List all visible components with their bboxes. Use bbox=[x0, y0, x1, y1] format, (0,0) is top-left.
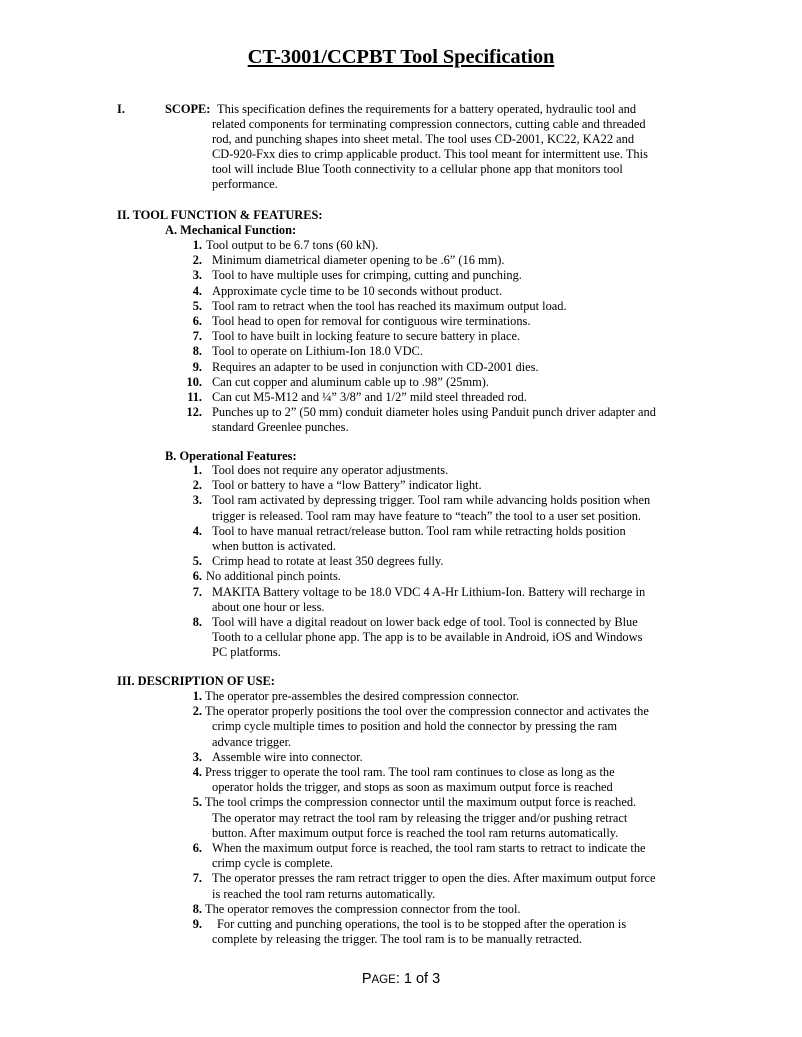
list-item-number: 7. bbox=[192, 329, 202, 344]
section-3-heading: III. DESCRIPTION OF USE: bbox=[117, 674, 275, 688]
subsection-b-heading: B. Operational Features: bbox=[165, 449, 297, 463]
list-item-number: 9. bbox=[192, 917, 202, 931]
list-item-number: 6. bbox=[192, 841, 202, 855]
list-item-number: 11. bbox=[187, 390, 202, 404]
list-item-number: 3. bbox=[192, 749, 202, 764]
list-item-text: Tool ram activated by depressing trigger. Tool ram while advancing holds position when bbox=[212, 493, 651, 508]
list-item-number: 4. bbox=[192, 523, 202, 538]
scope-line: rod, and punching shapes into sheet metal. The tool uses CD-2001, KC22, KA22 and bbox=[212, 132, 635, 146]
list-item-number: 4. bbox=[192, 283, 202, 298]
list-item-number: 8. bbox=[192, 901, 202, 916]
list-item-text: The operator removes the compression connector from the tool. bbox=[205, 901, 521, 916]
section-2-heading: II. TOOL FUNCTION & FEATURES: bbox=[117, 208, 323, 222]
page-number: : 1 of 3 bbox=[395, 971, 441, 987]
list-item-number: 6. bbox=[192, 314, 202, 328]
page-title: CT-3001/CCPBT Tool Specification bbox=[247, 46, 555, 68]
list-item-text: MAKITA Battery voltage to be 18.0 VDC 4 A-Hr Lithium-Ion. Battery will recharge in bbox=[212, 584, 646, 599]
list-item-text: Approximate cycle time to be 10 seconds without product. bbox=[212, 283, 503, 298]
list-item-text: The operator presses the ram retract trigger to open the dies. After maximum output force bbox=[212, 871, 656, 886]
list-item-number: 7. bbox=[192, 584, 202, 599]
subsection-a-heading: A. Mechanical Function: bbox=[165, 223, 297, 237]
list-item-text: Tool does not require any operator adjustments. bbox=[212, 463, 449, 477]
section-1-number: I. bbox=[117, 102, 125, 116]
list-item-number: 3. bbox=[192, 493, 202, 508]
list-item-text: complete by releasing the trigger. The tool ram is to be manually retracted. bbox=[212, 932, 582, 947]
list-item-text: The tool crimps the compression connector until the maximum output force is reached. bbox=[205, 795, 637, 810]
list-item-text: Punches up to 2” (50 mm) conduit diameter holes using Panduit punch driver adapter and bbox=[212, 405, 656, 420]
scope-line: tool will include Blue Tooth connectivity to a cellular phone app that monitors tool bbox=[212, 162, 623, 176]
list-item-number: 8. bbox=[192, 615, 202, 629]
list-item-text: crimp cycle is complete. bbox=[212, 856, 334, 871]
list-item-number: 7. bbox=[192, 871, 202, 886]
list-item-text: Tool ram to retract when the tool has reached its maximum output load. bbox=[212, 298, 567, 313]
list-item-number: 2. bbox=[192, 704, 202, 719]
list-item-text: The operator pre-assembles the desired compression connector. bbox=[205, 689, 520, 703]
scope-line: performance. bbox=[212, 177, 278, 191]
list-item-text: Tool or battery to have a “low Battery” indicator light. bbox=[212, 478, 482, 493]
list-item-text: standard Greenlee punches. bbox=[212, 420, 349, 435]
list-item-text: crimp cycle multiple times to position and hold the connector by pressing the ram bbox=[212, 719, 618, 734]
scope-line: CD-920-Fxx dies to crimp applicable product. This tool meant for intermittent use. This bbox=[212, 147, 648, 161]
list-item-text: When the maximum output force is reached, the tool ram starts to retract to indicate the bbox=[212, 841, 646, 855]
scope-label: SCOPE: bbox=[165, 102, 211, 116]
page-label-cap: P bbox=[361, 971, 372, 987]
list-item-text: when button is activated. bbox=[212, 538, 336, 553]
list-item-text: No additional pinch points. bbox=[206, 569, 341, 584]
list-item-text: Crimp head to rotate at least 350 degrees fully. bbox=[212, 554, 444, 569]
list-item-text: advance trigger. bbox=[212, 734, 292, 749]
list-item-text: For cutting and punching operations, the tool is to be stopped after the operation is bbox=[217, 917, 627, 931]
list-item-text: operator holds the trigger, and stops as soon as maximum output force is reached bbox=[212, 780, 613, 795]
list-item-text: Tool output to be 6.7 tons (60 kN). bbox=[206, 238, 379, 252]
list-item-text: Assemble wire into connector. bbox=[212, 749, 363, 764]
list-item-number: 3. bbox=[192, 268, 202, 283]
list-item-number: 1. bbox=[192, 463, 202, 477]
list-item-number: 5. bbox=[192, 795, 202, 810]
list-item-number: 1. bbox=[192, 238, 202, 252]
list-item-number: 8. bbox=[192, 344, 202, 359]
list-item-number: 1. bbox=[192, 689, 202, 703]
list-item-number: 4. bbox=[192, 765, 202, 779]
list-item-text: Press trigger to operate the tool ram. The tool ram continues to close as long as the bbox=[205, 765, 615, 779]
list-item-text: Can cut copper and aluminum cable up to .98” (25mm). bbox=[212, 374, 489, 389]
list-item-text: Tool will have a digital readout on lower back edge of tool. Tool is connected by Blue bbox=[212, 615, 638, 629]
list-item-text: Tool to have multiple uses for crimping, cutting and punching. bbox=[212, 268, 522, 283]
page-label-rest: AGE bbox=[371, 974, 396, 986]
list-item-number: 10. bbox=[186, 374, 202, 389]
scope-line: related components for terminating compression connectors, cutting cable and threaded bbox=[212, 117, 646, 131]
list-item-text: Tool to operate on Lithium-Ion 18.0 VDC. bbox=[212, 344, 423, 359]
list-item-text: Tool to have manual retract/release button. Tool ram while retracting holds position bbox=[212, 523, 626, 538]
list-item-text: trigger is released. Tool ram may have feature to “teach” the tool to a user set position. bbox=[212, 508, 641, 523]
list-item-text: Tool to have built in locking feature to secure battery in place. bbox=[212, 329, 521, 344]
list-item-text: Tool head to open for removal for contiguous wire terminations. bbox=[212, 314, 531, 328]
list-item-text: PC platforms. bbox=[212, 645, 281, 660]
list-item-text: Can cut M5-M12 and ¼” 3/8” and 1/2” mild steel threaded rod. bbox=[212, 390, 527, 404]
list-item-number: 2. bbox=[192, 253, 202, 268]
list-item-text: The operator may retract the tool ram by releasing the trigger and/or pushing retract bbox=[212, 810, 628, 825]
list-item-text: Requires an adapter to be used in conjunction with CD-2001 dies. bbox=[212, 359, 539, 374]
list-item-number: 9. bbox=[192, 359, 202, 374]
list-item-text: is reached the tool ram returns automatically. bbox=[212, 886, 436, 901]
list-item-text: button. After maximum output force is reached the tool ram returns automatically. bbox=[212, 825, 619, 840]
list-item-text: The operator properly positions the tool over the compression connector and activates the bbox=[205, 704, 649, 719]
scope-first-line: This specification defines the requirements for a battery operated, hydraulic tool and bbox=[217, 102, 637, 116]
list-item-text: Minimum diametrical diameter opening to be .6” (16 mm). bbox=[212, 253, 505, 268]
list-item-text: Tooth to a cellular phone app. The app is to be available in Android, iOS and Windows bbox=[212, 630, 643, 645]
list-item-number: 5. bbox=[192, 554, 202, 569]
list-item-number: 6. bbox=[192, 569, 202, 584]
list-item-text: about one hour or less. bbox=[212, 599, 325, 614]
list-item-number: 12. bbox=[186, 405, 202, 420]
page-footer bbox=[0, 971, 802, 987]
list-item-number: 2. bbox=[192, 478, 202, 493]
list-item-number: 5. bbox=[192, 298, 202, 313]
